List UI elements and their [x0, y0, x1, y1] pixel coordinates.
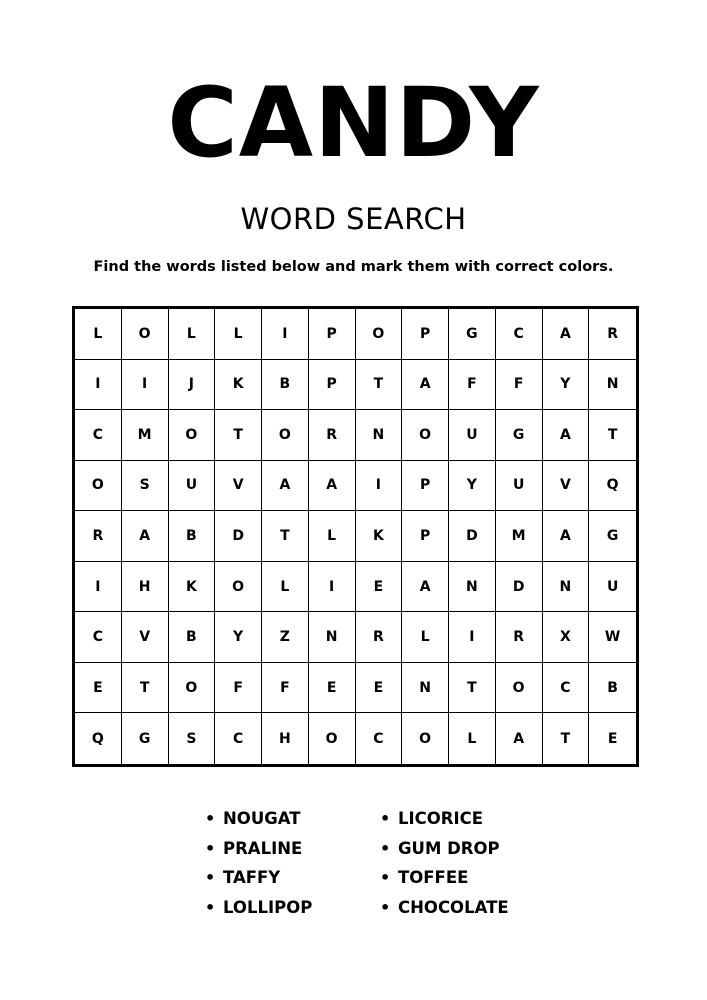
- grid-cell[interactable]: A: [309, 461, 356, 512]
- grid-cell[interactable]: U: [589, 562, 636, 613]
- grid-cell[interactable]: D: [449, 511, 496, 562]
- grid-cell[interactable]: U: [449, 410, 496, 461]
- grid-cell[interactable]: R: [356, 612, 403, 663]
- grid-cell[interactable]: A: [543, 410, 590, 461]
- grid-cell[interactable]: T: [589, 410, 636, 461]
- grid-cell[interactable]: I: [75, 360, 122, 411]
- grid-cell[interactable]: G: [589, 511, 636, 562]
- grid-cell[interactable]: N: [589, 360, 636, 411]
- grid-cell[interactable]: R: [75, 511, 122, 562]
- grid-cell[interactable]: I: [75, 562, 122, 613]
- grid-cell[interactable]: P: [402, 461, 449, 512]
- grid-cell[interactable]: S: [169, 713, 216, 764]
- grid-cell[interactable]: O: [169, 663, 216, 714]
- grid-cell[interactable]: N: [543, 562, 590, 613]
- grid-cell[interactable]: T: [122, 663, 169, 714]
- grid-cell[interactable]: S: [122, 461, 169, 512]
- grid-cell[interactable]: G: [449, 309, 496, 360]
- grid-cell[interactable]: T: [262, 511, 309, 562]
- grid-cell[interactable]: O: [309, 713, 356, 764]
- grid-cell[interactable]: O: [122, 309, 169, 360]
- grid-cell[interactable]: H: [262, 713, 309, 764]
- grid-cell[interactable]: J: [169, 360, 216, 411]
- grid-cell[interactable]: O: [262, 410, 309, 461]
- grid-cell[interactable]: P: [402, 511, 449, 562]
- word-list: [205, 804, 605, 922]
- grid-cell[interactable]: U: [169, 461, 216, 512]
- grid-cell[interactable]: F: [449, 360, 496, 411]
- grid-cell[interactable]: G: [496, 410, 543, 461]
- grid-cell[interactable]: C: [75, 612, 122, 663]
- grid-cell[interactable]: K: [169, 562, 216, 613]
- grid-cell[interactable]: K: [356, 511, 403, 562]
- word-list-item: [205, 804, 380, 834]
- grid-cell[interactable]: A: [122, 511, 169, 562]
- grid-cell[interactable]: P: [402, 309, 449, 360]
- grid-cell[interactable]: F: [262, 663, 309, 714]
- grid-cell[interactable]: O: [169, 410, 216, 461]
- grid-cell[interactable]: A: [543, 309, 590, 360]
- grid-cell[interactable]: V: [543, 461, 590, 512]
- bullet-icon: •: [380, 868, 391, 887]
- grid-cell[interactable]: F: [496, 360, 543, 411]
- word-label: LOLLIPOP: [223, 897, 313, 917]
- grid-cell[interactable]: C: [215, 713, 262, 764]
- grid-cell[interactable]: I: [122, 360, 169, 411]
- grid-cell[interactable]: O: [402, 410, 449, 461]
- word-list-item: [380, 893, 580, 923]
- grid-cell[interactable]: V: [215, 461, 262, 512]
- grid-cell[interactable]: L: [309, 511, 356, 562]
- grid-cell[interactable]: Z: [262, 612, 309, 663]
- grid-cell[interactable]: M: [122, 410, 169, 461]
- word-list-item: [380, 804, 580, 834]
- grid-cell[interactable]: N: [309, 612, 356, 663]
- grid-cell[interactable]: U: [496, 461, 543, 512]
- grid-cell[interactable]: Y: [215, 612, 262, 663]
- grid-cell[interactable]: E: [607, 730, 618, 747]
- grid-cell[interactable]: A: [496, 713, 543, 764]
- grid-cell[interactable]: I: [262, 309, 309, 360]
- grid-cell[interactable]: A: [402, 360, 449, 411]
- bullet-icon: •: [380, 809, 391, 828]
- word-list-item: [380, 863, 580, 893]
- grid-cell[interactable]: L: [169, 309, 216, 360]
- grid-cell[interactable]: C: [543, 663, 590, 714]
- bullet-icon: •: [205, 868, 216, 887]
- page-subtitle: WORD SEARCH: [240, 202, 467, 236]
- grid-cell[interactable]: A: [543, 511, 590, 562]
- grid-cell[interactable]: E: [356, 562, 403, 613]
- grid-cell[interactable]: Y: [449, 461, 496, 512]
- grid-cell[interactable]: C: [75, 410, 122, 461]
- grid-cell[interactable]: O: [75, 461, 122, 512]
- word-list-column-right: [380, 804, 580, 922]
- grid-cell[interactable]: O: [356, 309, 403, 360]
- grid-cell[interactable]: R: [496, 612, 543, 663]
- grid-cell[interactable]: P: [309, 360, 356, 411]
- grid-cell[interactable]: Y: [543, 360, 590, 411]
- page-title: CANDY: [167, 67, 540, 179]
- grid-cell[interactable]: F: [215, 663, 262, 714]
- word-label: CHOCOLATE: [398, 897, 509, 917]
- bullet-icon: •: [205, 838, 216, 858]
- grid-cell[interactable]: T: [215, 410, 262, 461]
- grid-cell[interactable]: T: [356, 360, 403, 411]
- grid-cell[interactable]: B: [262, 360, 309, 411]
- grid-cell[interactable]: C: [356, 713, 403, 764]
- grid-cell[interactable]: G: [122, 713, 169, 764]
- grid-cell[interactable]: H: [122, 562, 169, 613]
- bullet-icon: •: [205, 809, 216, 828]
- grid-cell[interactable]: L: [262, 562, 309, 613]
- grid-cell[interactable]: I: [356, 461, 403, 512]
- grid-cell[interactable]: R: [589, 309, 636, 360]
- grid-cell[interactable]: M: [496, 511, 543, 562]
- grid-cell[interactable]: B: [169, 612, 216, 663]
- grid-cell[interactable]: O: [215, 562, 262, 613]
- word-label: TOFFEE: [398, 868, 469, 887]
- instructions-text: Find the words listed below and mark them with correct colors.: [93, 259, 614, 275]
- word-label: PRALINE: [223, 838, 303, 858]
- bullet-icon: •: [380, 897, 391, 917]
- grid-cell[interactable]: D: [496, 562, 543, 613]
- grid-cell[interactable]: A: [262, 461, 309, 512]
- word-label: TAFFY: [223, 868, 281, 887]
- grid-cell[interactable]: O: [402, 713, 449, 764]
- word-list-item: [380, 834, 580, 864]
- word-list-item: [205, 834, 380, 864]
- word-label: GUM DROP: [398, 838, 500, 858]
- grid-cell[interactable]: C: [496, 309, 543, 360]
- grid-cell[interactable]: T: [449, 663, 496, 714]
- grid-cell[interactable]: L: [402, 612, 449, 663]
- grid-cell[interactable]: D: [215, 511, 262, 562]
- grid-cell[interactable]: B: [589, 663, 636, 714]
- word-list-item: [205, 893, 380, 923]
- grid-cell[interactable]: L: [75, 309, 122, 360]
- word-search-grid: [72, 306, 639, 767]
- word-list-column-left: [205, 804, 380, 922]
- grid-cell[interactable]: O: [496, 663, 543, 714]
- grid-cell[interactable]: Q: [589, 461, 636, 512]
- grid-cell[interactable]: B: [169, 511, 216, 562]
- bullet-icon: •: [205, 897, 216, 917]
- grid-cell[interactable]: E: [75, 663, 122, 714]
- grid-cell[interactable]: T: [543, 713, 590, 764]
- grid-cell[interactable]: N: [356, 410, 403, 461]
- grid-cell[interactable]: I: [309, 562, 356, 613]
- grid-cell[interactable]: W: [589, 612, 636, 663]
- grid-cell[interactable]: E: [356, 663, 403, 714]
- grid-cell[interactable]: Q: [75, 713, 122, 764]
- grid-cell[interactable]: L: [215, 309, 262, 360]
- grid-cell[interactable]: N: [449, 562, 496, 613]
- word-label: LICORICE: [398, 809, 484, 828]
- grid-cell[interactable]: E: [309, 663, 356, 714]
- word-list-item: [205, 863, 380, 893]
- grid-cell[interactable]: L: [449, 713, 496, 764]
- grid-cell[interactable]: X: [543, 612, 590, 663]
- word-label: NOUGAT: [223, 809, 301, 828]
- grid-cell[interactable]: I: [449, 612, 496, 663]
- grid-cell[interactable]: A: [402, 562, 449, 613]
- grid-cell[interactable]: R: [309, 410, 356, 461]
- grid-cell[interactable]: P: [309, 309, 356, 360]
- grid-cell[interactable]: K: [215, 360, 262, 411]
- bullet-icon: •: [380, 838, 391, 858]
- grid-cell[interactable]: N: [402, 663, 449, 714]
- grid-cell[interactable]: V: [122, 612, 169, 663]
